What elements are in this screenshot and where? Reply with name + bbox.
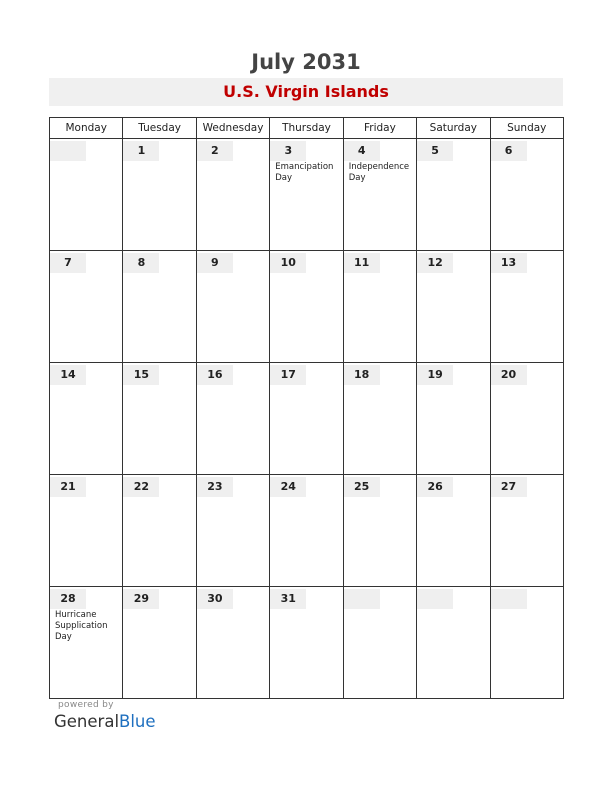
day-cell [50, 251, 123, 363]
day-number: 19 [417, 365, 453, 385]
day-cell [196, 363, 269, 475]
day-number: 23 [197, 477, 233, 497]
day-cell [196, 475, 269, 587]
holiday-label: Emancipation Day [275, 162, 334, 183]
day-number: 20 [491, 365, 527, 385]
day-number: 16 [197, 365, 233, 385]
day-number [50, 141, 86, 161]
day-cell [417, 475, 490, 587]
day-number: 6 [491, 141, 527, 161]
day-number: 17 [270, 365, 306, 385]
day-cell [417, 363, 490, 475]
day-cell [123, 363, 196, 475]
day-number: 11 [344, 253, 380, 273]
day-number: 29 [123, 589, 159, 609]
weekday-header: Sunday [490, 118, 563, 139]
day-number: 26 [417, 477, 453, 497]
day-cell [343, 475, 416, 587]
day-cell [270, 363, 343, 475]
weekday-header: Tuesday [123, 118, 196, 139]
weekday-header: Monday [50, 118, 123, 139]
day-number: 25 [344, 477, 380, 497]
day-cell [490, 363, 563, 475]
day-cell [490, 587, 563, 699]
day-cell [50, 139, 123, 251]
powered-by-label: powered by [58, 700, 114, 710]
day-number: 22 [123, 477, 159, 497]
holiday-label: Independence Day [348, 162, 410, 183]
day-number [491, 589, 527, 609]
day-number: 9 [197, 253, 233, 273]
region-banner [49, 78, 563, 106]
week-row [50, 587, 564, 699]
brand-general-text: General [54, 712, 120, 731]
day-number [417, 589, 453, 609]
day-cell [343, 251, 416, 363]
day-cell [196, 587, 269, 699]
day-number: 3 [270, 141, 306, 161]
day-number: 18 [344, 365, 380, 385]
day-number: 27 [491, 477, 527, 497]
day-cell [490, 251, 563, 363]
week-row [50, 251, 564, 363]
weekday-header: Wednesday [196, 118, 269, 139]
brand-logo [54, 711, 156, 733]
day-number: 24 [270, 477, 306, 497]
day-number: 28 [50, 589, 86, 609]
day-number: 8 [123, 253, 159, 273]
day-cell [50, 363, 123, 475]
day-cell [123, 475, 196, 587]
day-cell [270, 475, 343, 587]
day-number: 31 [270, 589, 306, 609]
day-cell [343, 363, 416, 475]
day-number: 15 [123, 365, 159, 385]
region-title: U.S. Virgin Islands [223, 82, 389, 101]
calendar-title: July 2031 [251, 50, 361, 74]
weekday-header: Friday [343, 118, 416, 139]
day-cell [196, 139, 269, 251]
weekday-header: Saturday [417, 118, 490, 139]
day-cell [123, 587, 196, 699]
day-cell [270, 251, 343, 363]
day-cell [343, 139, 416, 251]
day-cell [50, 475, 123, 587]
weekday-header-row [50, 118, 564, 139]
day-number: 7 [50, 253, 86, 273]
day-number: 21 [50, 477, 86, 497]
day-number: 12 [417, 253, 453, 273]
week-row [50, 475, 564, 587]
calendar-body [50, 139, 564, 699]
day-cell [270, 587, 343, 699]
holiday-label: Hurricane Supplication Day [55, 610, 108, 642]
day-cell [270, 139, 343, 251]
day-number: 14 [50, 365, 86, 385]
day-number: 30 [197, 589, 233, 609]
day-number: 4 [344, 141, 380, 161]
day-number: 1 [123, 141, 159, 161]
day-cell [196, 251, 269, 363]
week-row [50, 363, 564, 475]
day-cell [50, 587, 123, 699]
week-row [50, 139, 564, 251]
day-cell [417, 139, 490, 251]
day-number: 5 [417, 141, 453, 161]
day-cell [417, 251, 490, 363]
day-cell [343, 587, 416, 699]
day-number [344, 589, 380, 609]
day-cell [417, 587, 490, 699]
weekday-header: Thursday [270, 118, 343, 139]
day-cell [123, 251, 196, 363]
brand-blue-text: Blue [119, 712, 156, 731]
day-cell [123, 139, 196, 251]
day-number: 13 [491, 253, 527, 273]
day-number: 2 [197, 141, 233, 161]
day-cell [490, 139, 563, 251]
calendar-grid [49, 117, 564, 699]
day-number: 10 [270, 253, 306, 273]
day-cell [490, 475, 563, 587]
